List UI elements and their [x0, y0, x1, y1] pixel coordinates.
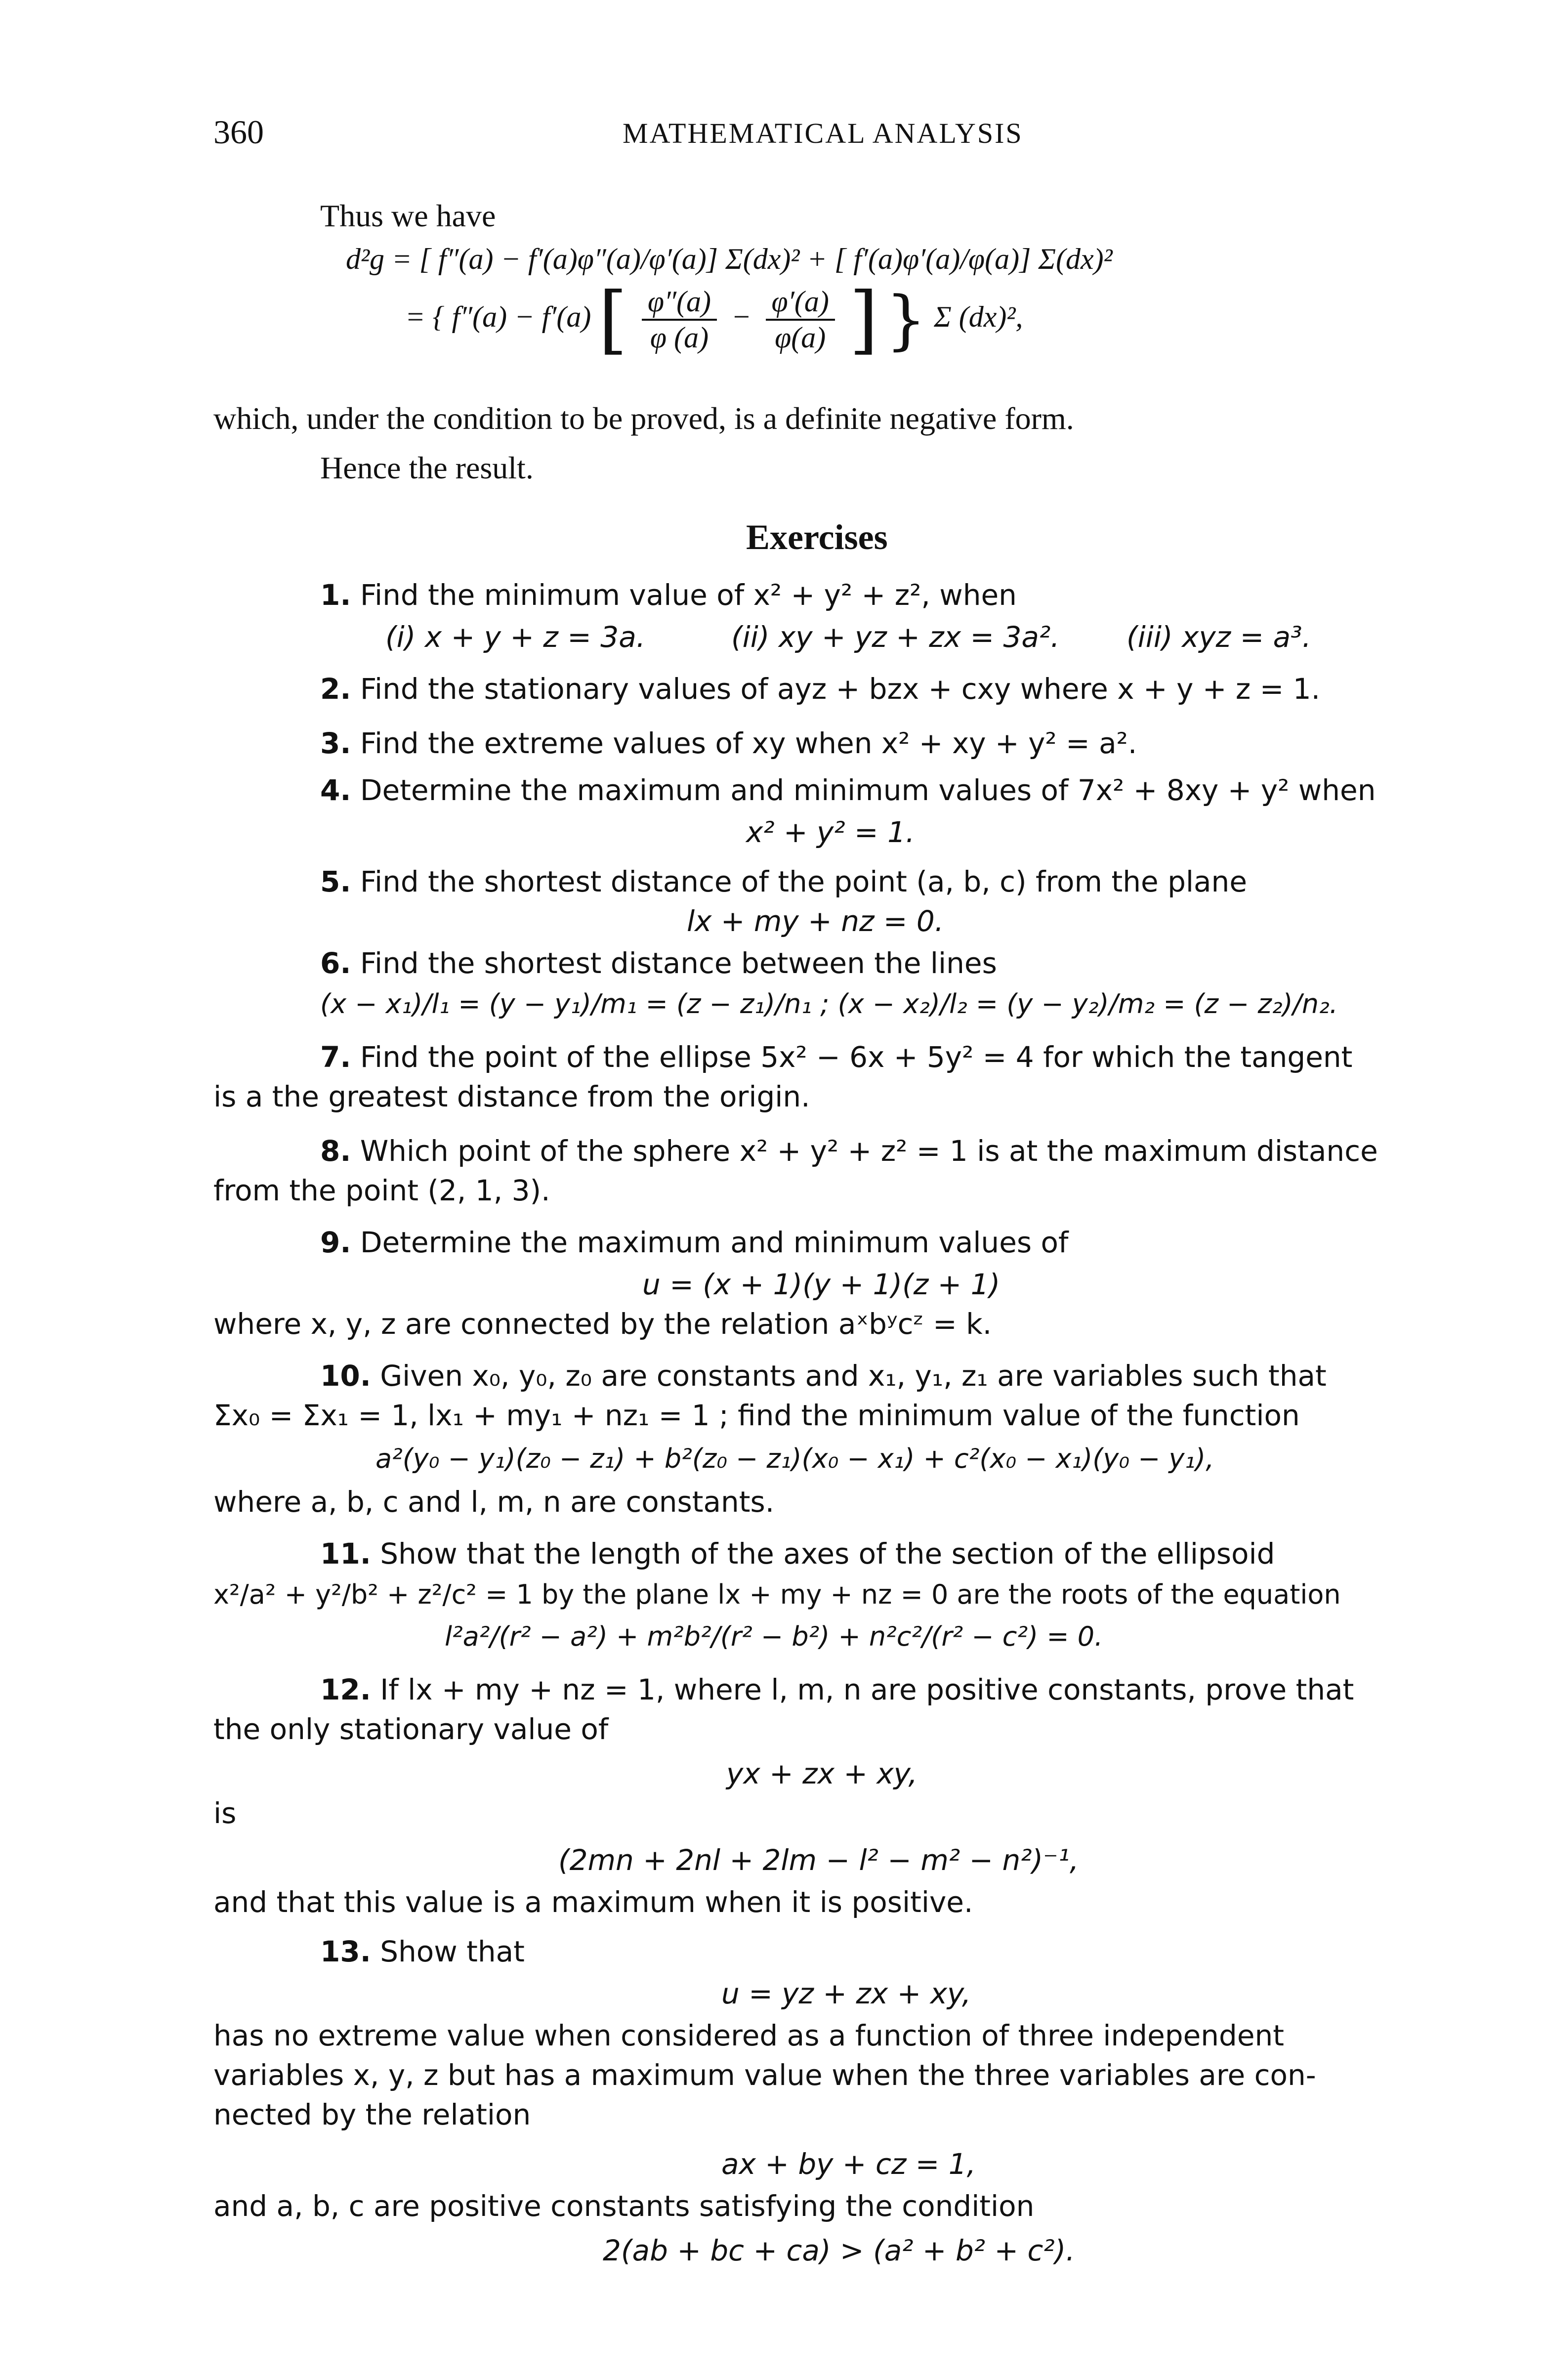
exercise-number: 9. — [320, 1226, 351, 1259]
section-heading: Exercises — [746, 517, 888, 557]
fraction-1-numerator: φ″(a) — [642, 285, 717, 321]
exercise-13-cont-2: variables x, y, z but has a maximum value when the three variables are con- — [213, 2058, 1316, 2092]
exercise-text: Find the point of the ellipse 5x² − 6x + 5y² = 4 for which the tangent — [360, 1040, 1353, 1074]
exercise-1-part-iii: (iii) xyz = a³. — [1126, 620, 1311, 654]
exercise-text: Show that — [380, 1935, 525, 1968]
fraction-1-denominator: φ (a) — [650, 321, 709, 354]
exercise-4-constraint: x² + y² = 1. — [746, 815, 915, 849]
exercise-12 — [320, 1673, 1354, 1706]
exercise-number: 2. — [320, 672, 351, 706]
right-bracket: ] — [849, 277, 878, 363]
exercise-6 — [320, 946, 997, 980]
exercise-number: 1. — [320, 578, 351, 612]
exercise-text: Find the minimum value of x² + y² + z², when — [360, 578, 1017, 612]
exercise-text: Find the extreme values of xy when x² + xy + y² = a². — [360, 726, 1137, 760]
fraction-2 — [766, 285, 835, 355]
exercise-1-part-ii: (ii) xy + yz + zx = 3a². — [731, 620, 1060, 654]
exercise-10 — [320, 1359, 1327, 1393]
exercise-13-cont2: and a, b, c are positive constants satisfying the condition — [213, 2189, 1035, 2223]
exercise-12-is: is — [213, 1796, 237, 1830]
exercise-10-function: a²(y₀ − y₁)(z₀ − z₁) + b²(z₀ − z₁)(x₀ − x₁) + c²(x₀ − x₁)(y₀ − y₁), — [375, 1443, 1214, 1474]
exercise-13-function: u = yz + zx + xy, — [721, 1977, 971, 2010]
exercise-text: Show that the length of the axes of the section of the ellipsoid — [380, 1537, 1275, 1571]
equation-d2g-factored — [405, 277, 1023, 363]
exercise-11-cont: x²/a² + y²/b² + z²/c² = 1 by the plane lx + my + nz = 0 are the roots of the equation — [213, 1579, 1341, 1610]
exercise-1 — [320, 578, 1017, 612]
exercise-number: 7. — [320, 1040, 351, 1074]
exercise-10-cont: Σx₀ = Σx₁ = 1, lx₁ + my₁ + nz₁ = 1 ; find the minimum value of the function — [213, 1399, 1300, 1432]
eq2-suffix: Σ (dx)², — [934, 300, 1023, 333]
right-brace: } — [885, 282, 927, 357]
exercise-13 — [320, 1935, 525, 1968]
exercise-3 — [320, 726, 1137, 760]
exercise-12-expression: yx + zx + xy, — [726, 1757, 917, 1790]
exercise-8 — [320, 1134, 1378, 1168]
exercise-13-constraint: ax + by + cz = 1, — [721, 2147, 976, 2181]
exercise-9 — [320, 1226, 1068, 1259]
exercise-9-function: u = (x + 1)(y + 1)(z + 1) — [642, 1268, 1001, 1301]
exercise-12-cont2: and that this value is a maximum when it is positive. — [213, 1885, 973, 1919]
exercise-4 — [320, 773, 1376, 807]
exercise-number: 5. — [320, 865, 351, 898]
exercise-text: Find the shortest distance between the lines — [360, 946, 997, 980]
exercise-11 — [320, 1537, 1275, 1571]
exercise-number: 10. — [320, 1359, 371, 1393]
exercise-number: 12. — [320, 1673, 371, 1706]
exercise-8-cont: from the point (2, 1, 3). — [213, 1174, 550, 1207]
fraction-2-numerator: φ′(a) — [766, 285, 835, 321]
exercise-7 — [320, 1040, 1352, 1074]
exercise-5-plane: lx + my + nz = 0. — [687, 904, 944, 938]
left-bracket: [ — [598, 277, 627, 363]
exercise-text: Find the stationary values of ayz + bzx + cxy where x + y + z = 1. — [360, 672, 1321, 706]
exercise-5 — [320, 865, 1247, 898]
running-header: MATHEMATICAL ANALYSIS — [623, 117, 1023, 149]
exercise-text: Find the shortest distance of the point (a, b, c) from the plane — [360, 865, 1247, 898]
fraction-2-denominator: φ(a) — [775, 321, 826, 354]
exercise-6-lines: (x − x₁)/l₁ = (y − y₁)/m₁ = (z − z₁)/n₁ ; (x − x₂)/l₂ = (y − y₂)/m₂ = (z − z₂)/n₂. — [320, 988, 1338, 1020]
eq2-prefix: = { f″(a) − f′(a) — [405, 300, 591, 333]
fraction-1 — [642, 285, 717, 355]
exercise-12-cont: the only stationary value of — [213, 1712, 609, 1746]
exercise-number: 11. — [320, 1537, 371, 1571]
intro-hence: Hence the result. — [320, 450, 534, 485]
exercise-13-cont-1: has no extreme value when considered as a function of three independent — [213, 2019, 1285, 2052]
page-number: 360 — [213, 113, 264, 151]
exercise-text: Given x₀, y₀, z₀ are constants and x₁, y₁, z₁ are variables such that — [380, 1359, 1327, 1393]
exercise-number: 8. — [320, 1134, 351, 1168]
intro-which: which, under the condition to be proved, is a definite negative form. — [213, 401, 1074, 436]
exercise-11-equation: l²a²/(r² − a²) + m²b²/(r² − b²) + n²c²/(r² − c²) = 0. — [445, 1621, 1103, 1652]
exercise-13-condition: 2(ab + bc + ca) > (a² + b² + c²). — [603, 2234, 1075, 2267]
exercise-number: 4. — [320, 773, 351, 807]
exercise-number: 3. — [320, 726, 351, 760]
exercise-10-cont2: where a, b, c and l, m, n are constants. — [213, 1485, 775, 1519]
exercise-13-cont-3: nected by the relation — [213, 2098, 531, 2131]
exercise-12-value: (2mn + 2nl + 2lm − l² − m² − n²)⁻¹, — [558, 1843, 1079, 1877]
exercise-text: Determine the maximum and minimum values of — [360, 1226, 1069, 1259]
exercise-7-cont: is a the greatest distance from the origin. — [213, 1080, 810, 1113]
exercise-number: 6. — [320, 946, 351, 980]
equation-d2g: d²g = [ f″(a) − f′(a)φ″(a)/φ′(a)] Σ(dx)² + [ f′(a)φ′(a)/φ(a)] Σ(dx)² — [346, 243, 1113, 275]
intro-thus: Thus we have — [320, 198, 496, 233]
exercise-text: Determine the maximum and minimum values of 7x² + 8xy + y² when — [360, 773, 1376, 807]
exercise-2 — [320, 672, 1320, 706]
exercise-9-cont: where x, y, z are connected by the relation aˣbʸcᶻ = k. — [213, 1307, 992, 1341]
exercise-1-part-i: (i) x + y + z = 3a. — [385, 620, 646, 654]
eq2-minus: − — [731, 300, 751, 333]
exercise-number: 13. — [320, 1935, 371, 1968]
exercise-text: Which point of the sphere x² + y² + z² = 1 is at the maximum distance — [360, 1134, 1378, 1168]
exercise-text: If lx + my + nz = 1, where l, m, n are positive constants, prove that — [380, 1673, 1354, 1706]
